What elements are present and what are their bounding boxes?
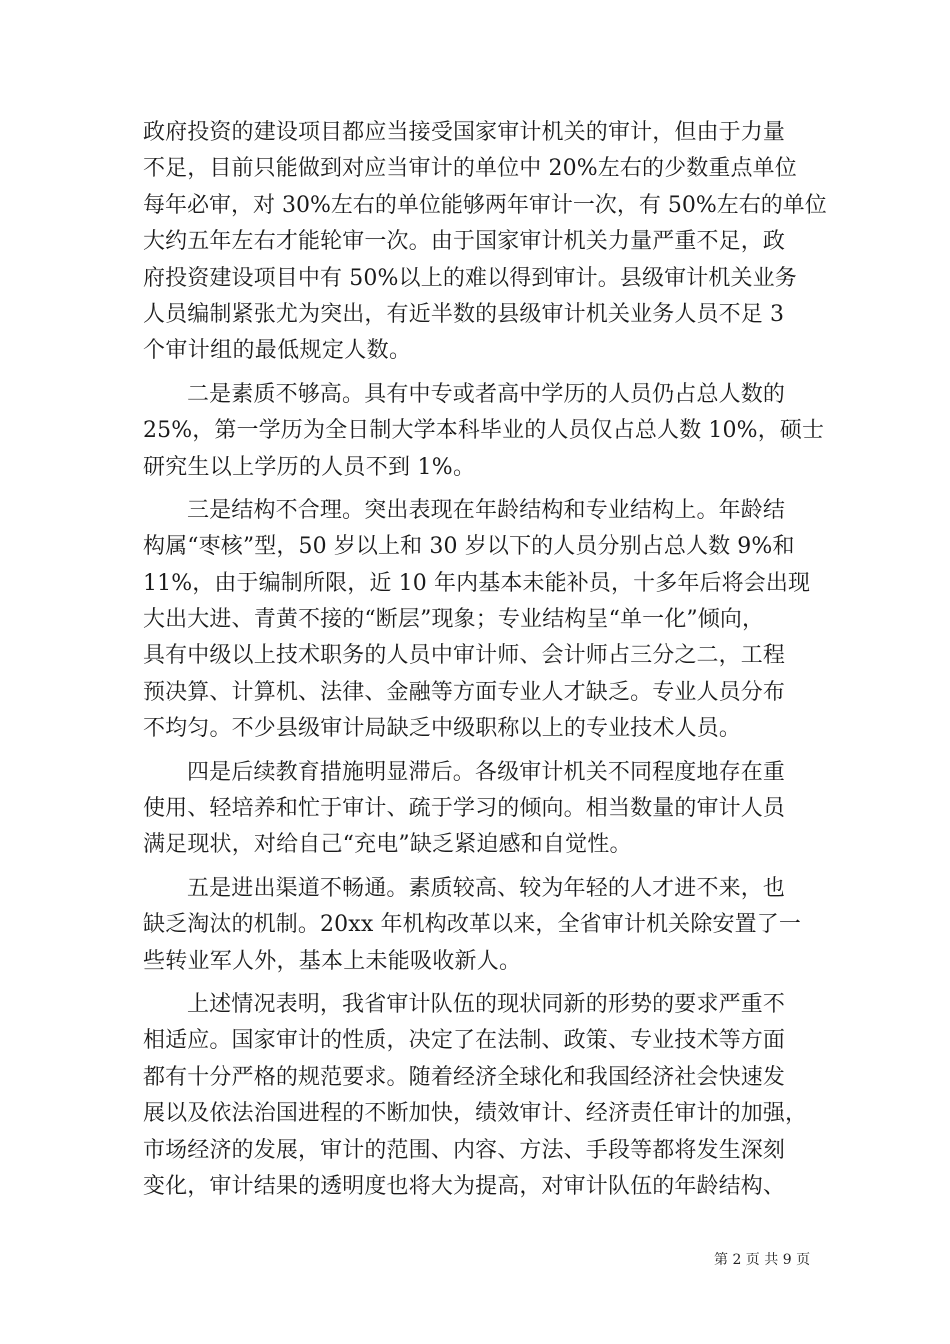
paragraph-structure (143, 493, 823, 748)
paragraph-summary (143, 987, 823, 1205)
text-line: 政府投资的建设项目都应当接受国家审计机关的审计，但由于力量 (143, 120, 786, 145)
text-line: 研究生以上学历的人员不到 1%。 (143, 454, 476, 480)
text-line: 预决算、计算机、法律、金融等方面专业人才缺乏。专业人员分布 (143, 679, 786, 705)
text-line: 二是素质不够高。具有中专或者高中学历的人员仍占总人数的 (187, 381, 786, 407)
text-line: 每年必审，对 30%左右的单位能够两年审计一次，有 50%左右的单位 (143, 192, 827, 218)
text-line: 11%，由于编制所限，近 10 年内基本未能补员，十多年后将会出现 (143, 570, 811, 596)
text-line: 市场经济的发展，审计的范围、内容、方法、手段等都将发生深刻 (143, 1137, 786, 1163)
text-line: 不足，目前只能做到对应当审计的单位中 20%左右的少数重点单位 (143, 156, 797, 182)
paragraph-gap (143, 486, 823, 493)
text-line: 具有中级以上技术职务的人员中审计师、会计师占三分之二，工程 (143, 643, 786, 669)
document-body (143, 115, 827, 1205)
paragraph-gap (143, 864, 823, 871)
text-line: 些转业军人外，基本上未能吸收新人。 (143, 948, 522, 974)
text-line: 上述情况表明，我省审计队伍的现状同新的形势的要求严重不 (187, 991, 786, 1017)
text-line: 三是结构不合理。突出表现在年龄结构和专业结构上。年龄结 (187, 497, 786, 523)
text-line: 五是进出渠道不畅通。素质较高、较为年轻的人才进不来，也 (187, 875, 786, 901)
text-line: 四是后续教育措施明显滞后。各级审计机关不同程度地存在重 (187, 759, 786, 785)
text-line: 相适应。国家审计的性质，决定了在法制、政策、专业技术等方面 (143, 1028, 786, 1054)
paragraph-education (143, 755, 823, 864)
text-line: 大约五年左右才能轮审一次。由于国家审计机关力量严重不足，政 (143, 229, 786, 255)
text-line: 府投资建设项目中有 50%以上的难以得到审计。县级审计机关业务 (143, 265, 797, 291)
text-line: 都有十分严格的规范要求。随着经济全球化和我国经济社会快速发 (143, 1064, 786, 1090)
paragraph-channels (143, 871, 823, 980)
text-line: 变化，审计结果的透明度也将大为提高，对审计队伍的年龄结构、 (143, 1173, 786, 1199)
text-line: 缺乏淘汰的机制。20xx 年机构改革以来，全省审计机关除安置了一 (143, 912, 801, 938)
text-line: 25%，第一学历为全日制大学本科毕业的人员仅占总人数 10%，硕士 (143, 418, 825, 444)
text-line: 个审计组的最低规定人数。 (143, 338, 412, 364)
paragraph-gap (143, 370, 823, 377)
text-line: 构属“枣核”型，50 岁以上和 30 岁以下的人员分别占总人数 9%和 (143, 534, 795, 560)
text-line: 人员编制紧张尤为突出，有近半数的县级审计机关业务人员不足 3 (143, 301, 785, 327)
paragraph-gap (143, 748, 823, 755)
text-line: 展以及依法治国进程的不断加快，绩效审计、经济责任审计的加强， (143, 1101, 808, 1127)
text-line: 满足现状，对给自己“充电”缺乏紧迫感和自觉性。 (143, 832, 632, 858)
paragraph-gap (143, 980, 823, 987)
text-line: 大出大进、青黄不接的“断层”现象；专业结构呈“单一化”倾向， (143, 607, 765, 633)
paragraph-quality (143, 377, 823, 486)
text-line: 使用、轻培养和忙于审计、疏于学习的倾向。相当数量的审计人员 (143, 796, 786, 822)
page-number-footer: 第 2 页 共 9 页 (714, 1252, 811, 1268)
paragraph (143, 115, 827, 370)
text-line: 不均匀。不少县级审计局缺乏中级职称以上的专业技术人员。 (143, 716, 742, 742)
